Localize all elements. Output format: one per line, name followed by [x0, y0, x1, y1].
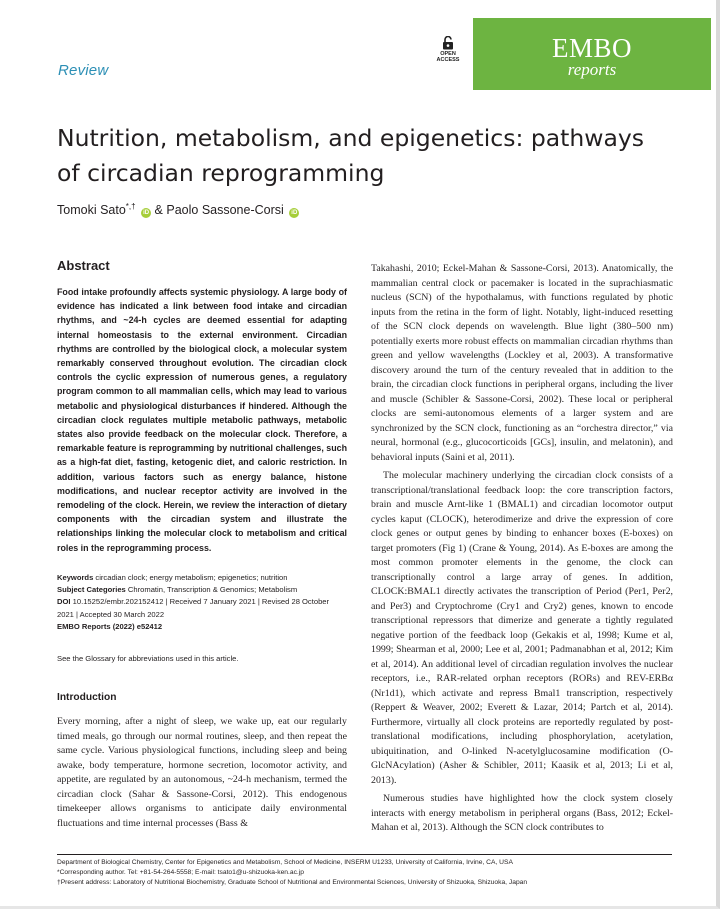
citation-value: EMBO Reports (2022) e52412 — [57, 622, 163, 632]
open-lock-icon — [442, 36, 454, 50]
article-metadata — [57, 572, 347, 633]
author-name[interactable]: Paolo Sassone-Corsi — [166, 203, 284, 218]
paragraph: Takahashi, 2010; Eckel-Mahan & Sassone-Corsi, 2013). Anatomically, the mammalian central clock or pacemaker is located in the suprachiasmatic nucleus (SCN) of the hypothalamus, with functions regulated by photic inputs from the retina in the form of light. Notably, light-induced resetting of the SCN clock depends on wavelength. Blue light (380–500 nm) potentially exerts more robust effects on mammalian circadian rhythms than green and yellow wavelengths (Lockley et al, 2003). A transformative discovery around the turn of the century revealed that in addition to the brain, the circadian clock functions in peripheral organs, including the liver and muscle (Schibler & Sassone-Corsi, 2002). These local or peripheral clocks are semi-autonomous elements of a larger system and are synchronized by the SCN clock, functioning as an “orchestra director,” via neural, hormonal (e.g., glucocorticoids [GCs], insulin, and melatonin), and behavioral inputs (Saini et al, 2011). — [371, 263, 673, 463]
subject-value: Chromatin, Transcription & Genomics; Metabolism — [127, 585, 298, 595]
author-name[interactable]: Tomoki Sato — [57, 203, 126, 218]
abstract-text: Food intake profoundly affects systemic physiology. A large body of evidence has indicated a link between food intake and circadian rhythms, and ~24-h cycles are deemed essential for adapting internal homeostasis to the external environment. Circadian rhythms are controlled by the biological clock, a molecular system remarkably conserved throughout evolution. The circadian clock controls the cyclic expression of numerous genes, a regulatory program common to all mammalian cells, which may lead to various metabolic and physiological disturbances if hindered. Although the circadian clock regulates multiple metabolic pathways, metabolic states also provide feedback on the molecular clock. Therefore, a remarkable feature is reprogramming by nutritional challenges, such as a high-fat diet, fasting, ketogenic diet, and caloric restriction. In addition, various factors such as energy balance, histone modifications, and nuclear receptor activity are involved in the remodeling of the clock. Herein, we review the interaction of dietary components with the circadian system and illustrate the relationships linking the molecular clock to metabolism and critical roles in the reprogramming process. — [57, 287, 348, 553]
keywords-value: circadian clock; energy metabolism; epigenetics; nutrition — [95, 572, 288, 582]
doi-label: DOI — [57, 597, 71, 607]
right-column — [371, 262, 673, 836]
citation-line — [57, 621, 347, 633]
paragraph: Numerous studies have highlighted how the clock system closely interacts with energy metabolism in peripheral organs (Bass, 2012; Eckel-Mahan et al, 2013). Although the SCN clock contributes to — [371, 793, 673, 833]
keywords-line — [57, 572, 347, 584]
author-list — [57, 202, 299, 218]
left-column — [57, 258, 347, 831]
affiliation-note: Department of Biological Chemistry, Center for Epigenetics and Metabolism, School of Medicine, INSERM U1233, University of California, Irvine, CA, USA — [57, 859, 513, 866]
abstract-heading: Abstract — [57, 258, 110, 273]
article-type-label: Review — [58, 62, 109, 79]
orcid-icon[interactable]: iD — [291, 210, 298, 217]
keywords-label: Keywords — [57, 572, 94, 582]
body-text — [371, 262, 673, 836]
subject-line — [57, 584, 347, 596]
corresponding-author-note: *Corresponding author. Tel: +81-54-264-5558; E-mail: tsato1@u-shizuoka-ken.ac.jp — [57, 869, 304, 877]
footnotes — [57, 854, 672, 889]
orcid-icon[interactable]: iD — [143, 210, 150, 217]
author-affiliation-marks: *,† — [125, 202, 136, 211]
dates-line: 2021 | Accepted 30 March 2022 — [57, 609, 165, 619]
article-title: Nutrition, metabolism, and epigenetics: pathways of circadian reprogramming — [57, 124, 645, 187]
doi-line — [57, 596, 347, 608]
glossary-note: See the Glossary for abbreviations used in this article. — [57, 654, 239, 664]
doi-value[interactable]: 10.15252/embr.202152412 | Received 7 January 2021 | Revised 28 October — [72, 597, 330, 607]
open-access-text-1: OPEN — [440, 51, 456, 57]
subject-label: Subject Categories — [57, 585, 126, 595]
open-access-text-2: ACCESS — [436, 57, 460, 63]
open-access-badge[interactable] — [434, 36, 462, 63]
journal-logo-line-2: reports — [567, 60, 617, 79]
journal-logo-line-1: EMBO — [551, 33, 632, 63]
introduction-text — [57, 715, 347, 831]
author-separator: & — [154, 203, 163, 218]
paragraph: The molecular machinery underlying the circadian clock consists of a transcriptional/translational feedback loop: the core transcription factors, brain and muscle Arnt-like 1 (BMAL1) and circadian locomotor output cycles kaput (CLOCK), heterodimerize and drive the expression of core clock genes or output genes by binding to enhancer boxes (E-boxes) on target promoters (Fig 1) (Crane & Young, 2014). As E-boxes are among the most common promoter elements in the genome, the clock can transcriptionally control a large array of genes. In addition, CLOCK:BMAL1 directly activates the transcription of Period (Per1, Per2, and Per3) and Cryptochrome (Cry1 and Cry2) genes, known to encode transcriptional repressors that dimerize and generate a tightly regulated negative portion of the feedback loop (Gekakis et al, 1998; Kume et al, 1999; Shearman et al, 2000; Lee et al, 2001; Padmanabhan et al, 2012; Kim et al, 2014). An additional level of circadian regulation involves the nuclear receptors, i.e., RAR-related orphan receptors (RORs) and REV-ERBα (Nr1d1), which activate and repress Bmal1 transcription, respectively (Reppert & Weaver, 2002; Everett & Lazar, 2014; Partch et al, 2014). Furthermore, virtually all clock proteins are reportedly regulated by post-translational modifications, including phosphorylation, acetylation, ubiquitination, and O-linked N-acetylglucosamine modification (O-GlcNAcylation) (Asher & Schibler, 2011; Kaasik et al, 2013; Li et al, 2013). — [371, 470, 673, 786]
paragraph: Every morning, after a night of sleep, we wake up, eat our regularly timed meals, go through our normal routines, sleep, and then repeat the same cycle. Various physiological functions, including sleep and being awake, body temperature, hormone secretion, locomotor activity, and appetite, are regulated by an autonomous, ~24-h mechanism, termed the circadian clock (Sahar & Sassone-Corsi, 2012). This endogenous timekeeper allows organisms to anticipate daily environmental fluctuations and time internal processes (Bass & — [57, 716, 347, 829]
present-address-note: †Present address: Laboratory of Nutritional Biochemistry, Graduate School of Nutritional and Environmental Sciences, University of Shizuoka, Shizuoka, Japan — [57, 879, 528, 887]
journal-logo[interactable] — [473, 18, 711, 90]
introduction-heading: Introduction — [57, 692, 117, 704]
